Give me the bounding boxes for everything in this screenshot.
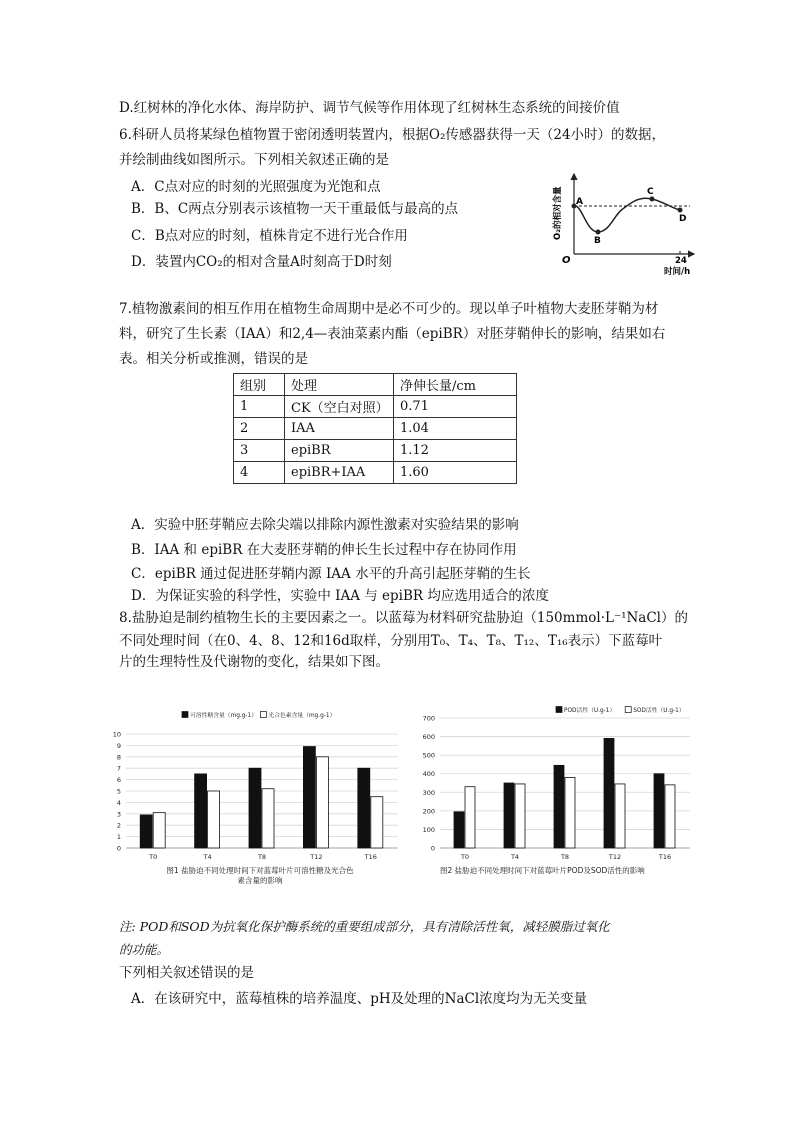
q6-option-b: B．B、C两点分别表示该植物一天干重最低与最高的点 [131, 201, 459, 217]
q6-option-a: A．C点对应的时刻的光照强度为光饱和点 [131, 179, 381, 195]
note-line-1: 注: POD和SOD为抗氧化保护酶系统的重要组成部分，具有清除活性氧，减轻膜脂过氧化 [119, 919, 610, 934]
bar [515, 784, 525, 848]
q6-stem-2: 并绘制曲线如图所示。下列相关叙述正确的是 [119, 152, 389, 168]
table-row [234, 462, 517, 484]
bar [604, 738, 614, 848]
y-tick-label: 600 [422, 733, 435, 742]
bar [303, 747, 315, 848]
q6-stem-1: 6.科研人员将某绿色植物置于密闭透明装置内，根据O₂传感器获得一天（24小时）的数据， [119, 127, 666, 143]
legend-label: POD活性（U.g-1） [564, 708, 616, 714]
bar [454, 812, 464, 848]
x-tick-label: T12 [608, 853, 622, 861]
o2-point-d: D [679, 214, 687, 224]
q6-option-c: C．B点对应的时刻，植株肯定不进行光合作用 [131, 228, 408, 244]
table-cell: 1.04 [394, 418, 517, 440]
x-tick-label: T4 [510, 853, 520, 861]
table-cell: epiBR [285, 440, 394, 462]
o2-point-b: B [594, 236, 601, 246]
bar [504, 783, 514, 848]
table-cell: epiBR+IAA [285, 462, 394, 484]
x-tick-label: T4 [203, 853, 212, 861]
y-tick-label: 0 [430, 844, 435, 853]
x-tick-label: T0 [460, 853, 470, 861]
bar [554, 765, 564, 848]
y-tick-label: 200 [422, 807, 435, 816]
table-cell: 0.71 [394, 396, 517, 418]
x-tick-label: T16 [658, 853, 672, 861]
table-row [234, 396, 517, 418]
table-header-cell: 净伸长量/cm [394, 374, 517, 396]
y-tick-label: 6 [116, 776, 121, 785]
legend-label: 光合色素含量（mg.g-1） [268, 713, 336, 719]
table-cell: 4 [234, 462, 285, 484]
y-tick-label: 700 [422, 714, 435, 723]
y-tick-label: 500 [422, 751, 435, 760]
bar [262, 789, 274, 848]
o2-curve-figure [548, 168, 700, 278]
table-header-row [234, 374, 517, 396]
q7-stem-3: 表。相关分析或推测，错误的是 [119, 351, 308, 367]
y-tick-label: 1 [116, 833, 121, 842]
legend-swatch [182, 712, 188, 718]
y-tick-label: 400 [422, 770, 435, 779]
legend-swatch [625, 707, 631, 713]
table-cell: 3 [234, 440, 285, 462]
legend-label: SOD活性（U.g-1） [633, 708, 685, 714]
table-row [234, 440, 517, 462]
chart2-caption-line1: 图2 盐胁迫不同处理时间下对蓝莓叶片POD及SOD活性的影响 [440, 866, 645, 875]
y-tick-label: 9 [116, 741, 121, 750]
chart1-caption [130, 866, 390, 886]
table-cell: IAA [285, 418, 394, 440]
table-header-cell: 处理 [285, 374, 394, 396]
bar [358, 768, 370, 848]
bar [140, 815, 152, 848]
x-tick-label: T8 [560, 853, 570, 861]
q7-stem-2: 料，研究了生长素（IAA）和2,4—表油菜素内酯（epiBR）对胚芽鞘伸长的影响，结果如右 [119, 326, 666, 342]
o2-xtick-24: 24 [675, 256, 687, 266]
y-tick-label: 7 [116, 764, 121, 773]
q7-results-table [233, 373, 517, 484]
y-tick-label: 4 [116, 798, 121, 807]
x-tick-label: T0 [149, 853, 158, 861]
y-tick-label: 10 [112, 730, 121, 739]
o2-point-c: C [647, 187, 654, 197]
q8-stem-1: 8.盐胁迫是制约植物生长的主要因素之一。以蓝莓为材料研究盐胁迫（150mmol·L⁻¹NaCl）的 [119, 610, 688, 626]
q7-stem-1: 7.植物激素间的相互作用在植物生命周期中是必不可少的。现以单子叶植物大麦胚芽鞘为材 [119, 301, 659, 317]
table-cell: 1.60 [394, 462, 517, 484]
bar [195, 774, 207, 848]
chart-pod-sod [418, 700, 694, 868]
q8-question: 下列相关叙述错误的是 [119, 965, 254, 981]
y-tick-label: 2 [116, 821, 121, 830]
option-d-previous: D.红树林的净化水体、海岸防护、调节气候等作用体现了红树林生态系统的间接价值 [119, 100, 620, 116]
y-tick-label: 0 [116, 844, 121, 853]
q8-option-a: A．在该研究中，蓝莓植株的培养温度、pH及处理的NaCl浓度均为无关变量 [131, 991, 588, 1007]
o2-curve [574, 198, 680, 232]
chart1-caption-line1: 图1 盐胁迫不同处理时间下对蓝莓叶片可溶性糖及光合色 [166, 866, 354, 875]
chart1-caption-line2: 素含量的影响 [237, 876, 283, 885]
x-tick-label: T8 [257, 853, 267, 861]
bar [615, 784, 625, 848]
o2-origin: O [562, 255, 571, 266]
table-cell: 2 [234, 418, 285, 440]
q7-option-b: B．IAA 和 epiBR 在大麦胚芽鞘的伸长生长过程中存在协同作用 [131, 542, 517, 558]
legend-label: 可溶性糖含量（mg.g-1） [190, 713, 258, 719]
q7-option-c: C．epiBR 通过促进胚芽鞘内源 IAA 水平的升高引起胚芽鞘的生长 [131, 566, 531, 582]
y-tick-label: 100 [422, 825, 435, 834]
bar [665, 785, 675, 848]
table-cell: 1 [234, 396, 285, 418]
bar [654, 774, 664, 848]
chart2-caption [440, 866, 690, 876]
bar [565, 777, 575, 848]
bar [153, 813, 165, 848]
bar [316, 757, 328, 848]
x-tick-label: T16 [364, 853, 377, 861]
o2-point-a: A [576, 197, 583, 207]
y-tick-label: 8 [116, 753, 121, 762]
note-line-2: 的功能。 [119, 942, 170, 957]
table-cell: 1.12 [394, 440, 517, 462]
table-cell: CK（空白对照） [285, 396, 394, 418]
table-header-cell: 组别 [234, 374, 285, 396]
q8-stem-2: 不同处理时间（在0、4、8、12和16d取样，分别用T₀、T₄、T₈、T₁₂、T₁₆表示）下蓝莓叶 [119, 633, 663, 649]
x-tick-label: T12 [310, 853, 323, 861]
q7-option-a: A．实验中胚芽鞘应去除尖端以排除内源性激素对实验结果的影响 [131, 517, 519, 533]
o2-ylabel: O₂的相对含量 [553, 186, 563, 240]
y-tick-label: 5 [116, 787, 121, 796]
y-tick-label: 3 [116, 810, 121, 819]
bar [208, 791, 220, 848]
y-tick-label: 300 [422, 788, 435, 797]
legend-swatch [556, 707, 562, 713]
bar [371, 797, 383, 848]
chart-sugar-pigment [110, 700, 400, 868]
q8-stem-3: 片的生理特性及代谢物的变化，结果如下图。 [119, 654, 389, 670]
q6-option-d: D．装置内CO₂的相对含量A时刻高于D时刻 [131, 254, 392, 270]
bar [249, 768, 261, 848]
bar [465, 787, 475, 848]
legend-swatch [260, 712, 266, 718]
q7-option-d: D．为保证实验的科学性，实验中 IAA 与 epiBR 均应选用适合的浓度 [131, 588, 549, 604]
o2-xlabel: 时间/h [664, 267, 691, 277]
table-row [234, 418, 517, 440]
